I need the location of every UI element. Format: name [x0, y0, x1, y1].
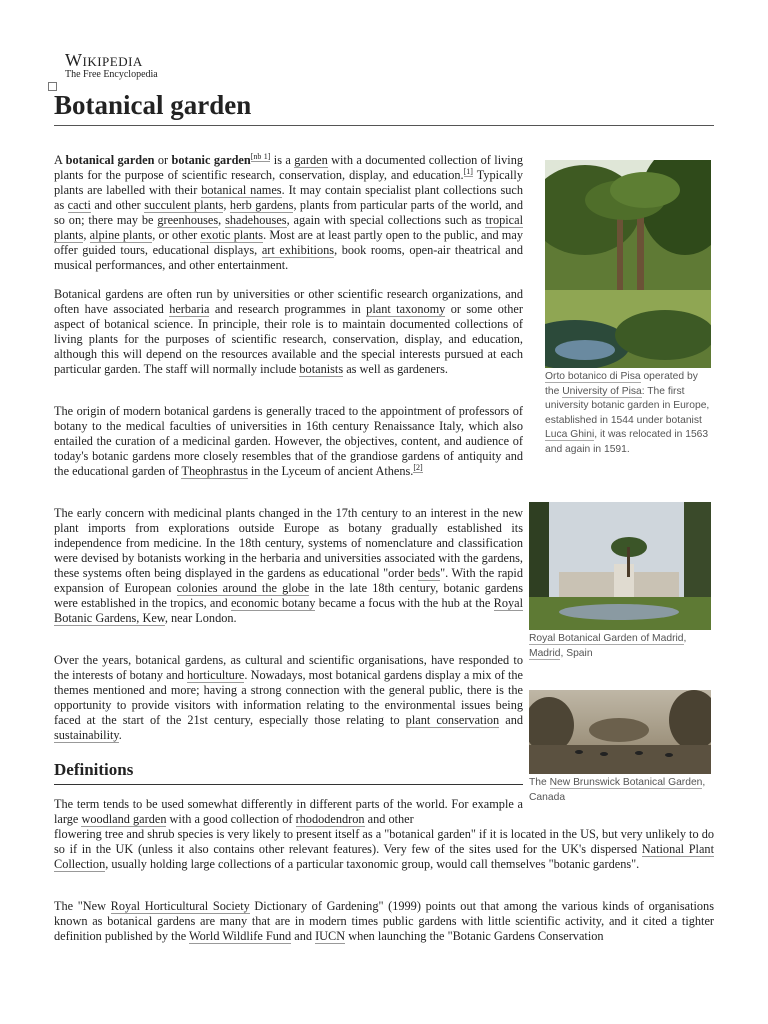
link-orto-pisa[interactable]: Orto botanico di Pisa	[545, 371, 641, 382]
link-herb-gardens[interactable]: herb gardens	[229, 198, 294, 212]
paragraph-2: Botanical gardens are often run by universities or other scientific research organizations, and often have associated herbaria and research programmes in plant taxonomy or some other aspect of botanical science. In principle, their role is to maintain documented collections of living plants for the purposes of scientific research, conservation, display, and education, although this will depend on the resources available and the special interests pursued at each particular garden. The staff will normally include botanists as well as gardeners.	[54, 287, 523, 376]
link-new-brunswick-garden[interactable]: New Brunswick Botanical Garden	[549, 777, 703, 788]
bold-term: botanical garden	[65, 153, 155, 167]
link-shadehouses[interactable]: shadehouses	[225, 213, 287, 227]
paragraph-6-bottom: flowering tree and shrub species is very likely to present itself as a "botanical garden" if it is located in the US, but very unlikely to do so if in the UK (unless it also contains other relevant features). Very few of the sites used for the UK's dispersed National Plant Collection, usually holding large collections of a particular taxonomic group, would call themselves "botanic gardens".	[54, 827, 715, 871]
link-colonies[interactable]: colonies around the globe	[176, 581, 310, 595]
link-national-plant-collection[interactable]: National Plant Collection	[54, 842, 715, 871]
logo-wordmark: Wikipedia	[65, 50, 143, 70]
link-cacti[interactable]: cacti	[67, 198, 91, 212]
paragraph-4: The early concern with medicinal plants changed in the 17th century to an interest in the new plant imports from explorations outside Europe as botany gradually established its independence from medicine. In the 18th century, systems of nomenclature and classification were devised by botanists working in the herbaria and universities associated with the gardens, these systems often being displayed in the gardens as educational "order beds". With the rapid expansion of European colonies around the globe in the late 18th century, botanic gardens were established in the tropics, and economic botany became a focus with the hub at the Royal Botanic Gardens, Kew, near London.	[54, 506, 523, 625]
link-plant-conservation[interactable]: plant conservation	[405, 713, 500, 727]
madrid-garden-image[interactable]	[529, 502, 711, 630]
link-greenhouses[interactable]: greenhouses	[157, 213, 219, 227]
paragraph-intro: A botanical garden or botanic garden[nb 1] is a garden with a documented collection of living plants for the purpose of scientific research, conservation, display, and education.[1] Typically plants are labelled with their botanical names. It may contain specialist plant collections such as cacti and other succulent plants, herb gardens, plants from particular parts of the world, and so on; there may be greenhouses, shadehouses, again with special collections such as tropical plants, alpine plants, or other exotic plants. Most are at least partly open to the public, and may offer guided tours, educational displays, art exhibitions, book rooms, open-air theatrical and musical performances, and other entertainment.	[54, 151, 524, 272]
link-rhs[interactable]: Royal Horticultural Society	[110, 899, 250, 913]
paragraph-6-top: The term tends to be used somewhat differently in different parts of the world. For example a large woodland garden with a good collection of rhododendron and other	[54, 797, 523, 826]
link-art-exhibitions[interactable]: art exhibitions	[261, 243, 335, 257]
paragraph-7: The "New Royal Horticultural Society Dictionary of Gardening" (1999) points out that among the various kinds of organisations known as botanical gardens are many that are in modern times public gardens with little scientific activity, and it cited a tighter definition published by the World Wildlife Fund and IUCN when launching the "Botanic Gardens Conservation	[54, 899, 714, 943]
pisa-garden-image[interactable]	[545, 160, 711, 368]
ref-link[interactable]: [2]	[413, 462, 423, 472]
section-heading-definitions: Definitions	[54, 760, 523, 785]
figure-caption: Orto botanico di Pisa operated by the University of Pisa: The first university botanic garden in Europe, established in 1544 under botanist Luca Ghini, it was relocated in 1563 and again in 1591.	[545, 371, 710, 455]
link-botanical-names[interactable]: botanical names	[201, 183, 282, 197]
link-wwf[interactable]: World Wildlife Fund	[189, 929, 292, 943]
link-madrid[interactable]: Madrid	[529, 647, 561, 659]
link-theophrastus[interactable]: Theophrastus	[181, 464, 248, 478]
bold-term: botanic garden	[171, 153, 251, 167]
ref-link[interactable]: [1]	[463, 166, 473, 176]
page-title: Botanical garden	[54, 90, 714, 126]
link-botanists[interactable]: botanists	[299, 362, 344, 376]
logo-tagline: The Free Encyclopedia	[65, 69, 158, 80]
link-kew[interactable]: Royal Botanic Gardens, Kew	[54, 596, 523, 625]
link-horticulture[interactable]: horticulture	[187, 668, 245, 682]
figure-caption: The New Brunswick Botanical Garden, Canada	[529, 777, 706, 803]
wikipedia-logo[interactable]	[65, 50, 158, 80]
link-plant-taxonomy[interactable]: plant taxonomy	[366, 302, 446, 316]
link-university-pisa[interactable]: University of Pisa	[562, 385, 642, 397]
link-rhododendron[interactable]: rhododendron	[295, 812, 365, 826]
link-woodland-garden[interactable]: woodland garden	[81, 812, 167, 826]
link-sustainability[interactable]: sustainability	[54, 728, 119, 742]
figure-caption: Royal Botanical Garden of Madrid, Madrid, Spain	[529, 633, 687, 659]
figure-madrid	[529, 502, 711, 661]
paragraph-3: The origin of modern botanical gardens is generally traced to the appointment of professors of botany to the medical faculties of universities in 16th century Renaissance Italy, which also entailed the curation of a medicinal garden. However, the objectives, content, and audience of today's botanic gardens more closely resembles that of the grandiose gardens of antiquity and the educational garden of Theophrastus in the Lyceum of ancient Athens.[2]	[54, 404, 523, 478]
new-brunswick-garden-image[interactable]	[529, 690, 711, 774]
link-beds[interactable]: beds	[417, 566, 441, 580]
link-rbg-madrid[interactable]: Royal Botanical Garden of Madrid	[529, 633, 684, 644]
note-link[interactable]: [nb 1]	[250, 151, 271, 161]
link-luca-ghini[interactable]: Luca Ghini	[545, 429, 595, 440]
paragraph-5: Over the years, botanical gardens, as cultural and scientific organisations, have responded to the interests of botany and horticulture. Nowadays, most botanical gardens display a mix of the themes mentioned and more; having a strong connection with the general public, there is the opportunity to provide visitors with information relating to the environmental issues being faced at the start of the 21st century, especially those relating to plant conservation and sustainability.	[54, 653, 524, 742]
link-tropical-plants[interactable]: tropical plants	[54, 213, 524, 242]
figure-pisa	[545, 160, 711, 457]
link-exotic-plants[interactable]: exotic plants	[200, 228, 264, 242]
link-succulent-plants[interactable]: succulent plants	[144, 198, 224, 212]
link-garden[interactable]: garden	[294, 153, 328, 167]
link-iucn[interactable]: IUCN	[315, 929, 346, 943]
link-alpine-plants[interactable]: alpine plants	[89, 228, 153, 242]
link-herbaria[interactable]: herbaria	[169, 302, 210, 316]
figure-new-brunswick	[529, 690, 711, 805]
link-economic-botany[interactable]: economic botany	[230, 596, 316, 610]
